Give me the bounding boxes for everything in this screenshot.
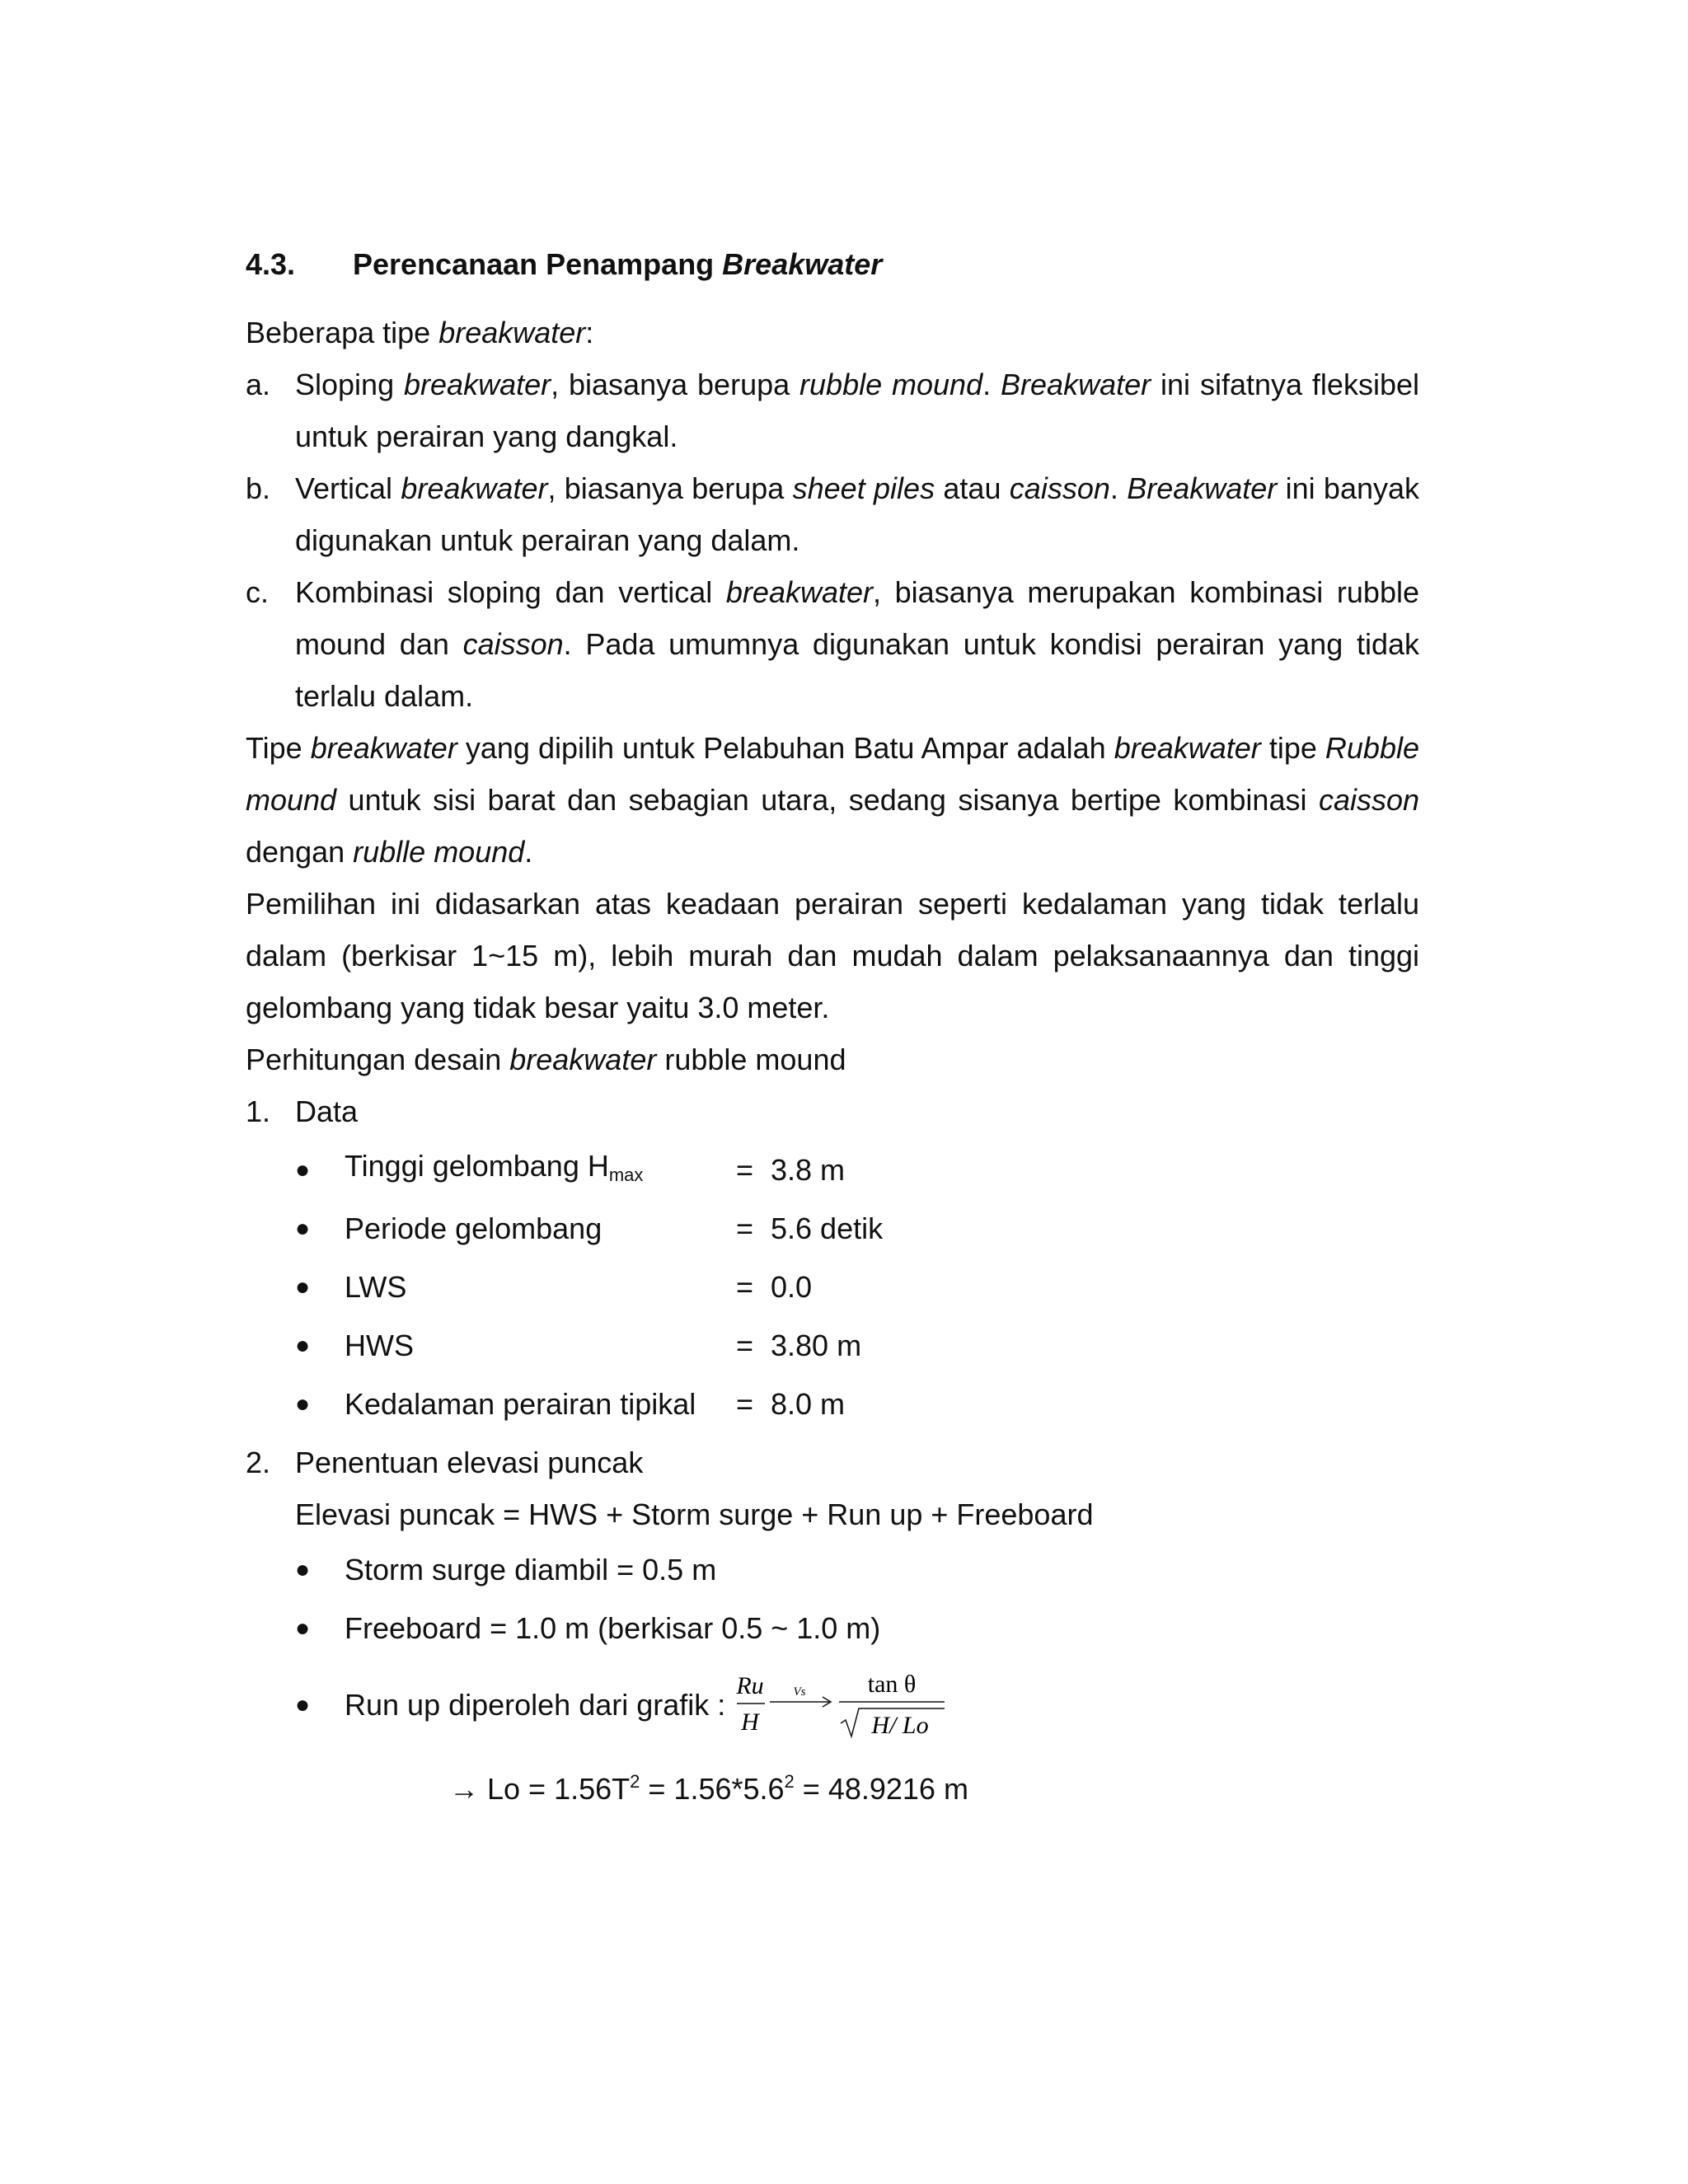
data-value: 8.0 m: [771, 1387, 846, 1421]
formula-lhs-denominator: H: [741, 1708, 760, 1736]
equals-sign: =: [736, 1270, 754, 1304]
list-item: [295, 1540, 1419, 1599]
step-title: Penentuan elevasi puncak: [295, 1446, 644, 1479]
formula-rhs-numerator: tan θ: [868, 1670, 917, 1698]
intro-line: [246, 307, 1419, 359]
data-label: Kedalaman perairan tipikal: [345, 1387, 696, 1421]
step-data-heading: [246, 1085, 1419, 1137]
list-marker: a.: [246, 368, 271, 401]
data-list: [246, 1141, 1419, 1433]
data-label: Periode gelombang: [345, 1212, 603, 1245]
type-item-text: Sloping breakwater, biasanya berupa rubble mound. Breakwater ini sifatnya fleksibel untuk perairan yang dangkal.: [295, 368, 1419, 453]
type-item-a: [246, 359, 1419, 462]
data-row: [295, 1258, 1419, 1316]
data-label: LWS: [345, 1270, 407, 1304]
type-item-b: [246, 462, 1419, 566]
formula-arrow-label: Vs: [793, 1685, 806, 1699]
equals-sign: =: [736, 1329, 754, 1362]
bullet: ●: [295, 1390, 311, 1418]
document-page: [246, 244, 1419, 1815]
intro-text: Beberapa tipe: [246, 316, 439, 349]
paragraph-reason: Pemilihan ini didasarkan atas keadaan perairan seperti kedalaman yang tidak terlalu dalam (berkisar 1~15 m), lebih murah dan mudah dalam pelaksanaannya dan tinggi gelombang yang tidak besar yaitu 3.0 meter.: [246, 887, 1419, 1024]
runup-formula: [735, 1664, 950, 1746]
list-marker: 2.: [246, 1446, 271, 1479]
intro-colon: :: [585, 316, 594, 349]
section-title-italic: Breakwater: [722, 247, 883, 281]
equals-sign: =: [736, 1387, 754, 1421]
data-label: Tinggi gelombang $H_{max}$: [345, 1148, 644, 1185]
section-heading: [246, 244, 1419, 285]
section-title: Perencanaan Penampang: [353, 247, 723, 281]
data-row: [295, 1375, 1419, 1433]
step-elevation-heading: [246, 1436, 1419, 1488]
bullet: ●: [295, 1215, 311, 1242]
bullet: ●: [295, 1615, 311, 1642]
type-item-c: [246, 566, 1419, 722]
formula-rhs-denominator: H/ Lo: [871, 1711, 929, 1739]
bullet: ●: [295, 1156, 311, 1183]
intro-italic: breakwater: [438, 316, 586, 349]
section-number: 4.3.: [246, 247, 296, 281]
bullet: ●: [295, 1332, 311, 1359]
data-label: HWS: [345, 1329, 414, 1362]
paragraph-type-choice: Tipe breakwater yang dipilih untuk Pelabuhan Batu Ampar adalah breakwater tipe Rubble mound untuk sisi barat dan sebagian utara, sedang sisanya bertipe kombinasi caisson dengan rublle mound.: [246, 731, 1419, 869]
type-item-text: Kombinasi sloping dan vertical breakwater, biasanya merupakan kombinasi rubble mound dan caisson. Pada umumnya digunakan untuk kondisi perairan yang tidak terlalu dalam.: [295, 575, 1419, 713]
list-item-text: Freeboard = 1.0 m (berkisar 0.5 ~ 1.0 m): [345, 1611, 881, 1645]
bullet: ●: [295, 1691, 311, 1718]
lo-calculation: → $Lo = 1.56T^2 = 1.56*5.6^2 = 48.9216$ m: [449, 1771, 968, 1806]
data-row: [295, 1141, 1419, 1199]
elevation-list: [295, 1540, 1419, 1657]
data-value: 0.0: [771, 1270, 813, 1304]
elevation-formula: Elevasi puncak = HWS + Storm surge + Run up + Freeboard: [295, 1497, 1094, 1531]
list-item: [295, 1599, 1419, 1657]
type-item-text: Vertical breakwater, biasanya berupa sheet piles atau caisson. Breakwater ini banyak digunakan untuk perairan yang dalam.: [295, 471, 1420, 557]
data-value: 3.8 m: [771, 1153, 846, 1187]
list-item-text: Storm surge diambil = 0.5 m: [345, 1553, 717, 1586]
list-marker: b.: [246, 471, 271, 505]
bullet: ●: [295, 1556, 311, 1583]
paragraph-calc-intro: Perhitungan desain breakwater rubble mound: [246, 1043, 846, 1076]
data-row: [295, 1316, 1419, 1375]
bullet: ●: [295, 1273, 311, 1301]
equals-sign: =: [736, 1212, 754, 1245]
list-marker: 1.: [246, 1094, 271, 1128]
runup-row: [295, 1657, 1419, 1752]
list-marker: c.: [246, 575, 270, 609]
runup-label: Run up diperoleh dari grafik :: [345, 1688, 726, 1722]
data-value: 5.6 detik: [771, 1212, 884, 1245]
data-value: 3.80 m: [771, 1329, 862, 1362]
data-row: [295, 1199, 1419, 1258]
step-title: Data: [295, 1094, 359, 1128]
equals-sign: =: [736, 1153, 754, 1187]
formula-lhs-numerator: Ru: [736, 1671, 764, 1699]
arrow-icon: →: [449, 1772, 479, 1806]
